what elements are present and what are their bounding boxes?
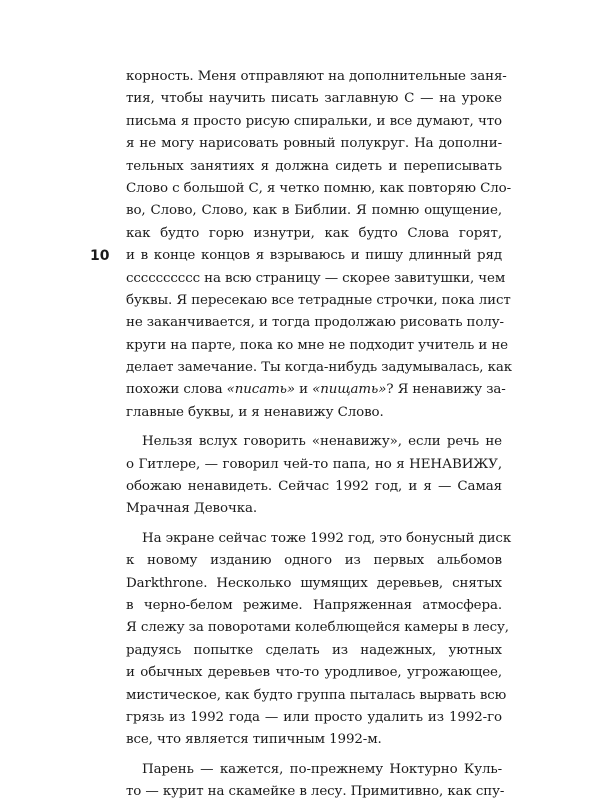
text-line: о Гитлере, — говорил чей-то папа, но я НЕНАВИЖУ, (126, 456, 502, 472)
paragraph (126, 431, 502, 521)
text-line: в черно-белом режиме. Напряженная атмосфера. (126, 597, 502, 613)
text-line: тия, чтобы научить писать заглавную С — на уроке (126, 91, 502, 107)
text-line: главные буквы, и я ненавижу Слово. (126, 404, 384, 420)
text-line: Darkthrone. Несколько шумящих деревьев, снятых (126, 575, 502, 591)
text-line: Слово с большой С, я четко помню, как повторяю Сло- (126, 180, 512, 196)
text-line: буквы. Я пересекаю все тетрадные строчки, пока лист (126, 292, 511, 308)
text-line: делает замечание. Ты когда-нибудь задумывалась, как (126, 360, 513, 376)
text-line: На экране сейчас тоже 1992 год, это бонусный диск (142, 530, 512, 546)
text-line: и в конце концов я взрываюсь и пишу длинный ряд (126, 248, 502, 264)
text-line: Мрачная Девочка. (126, 501, 258, 517)
italic-word: «писать» (226, 382, 295, 398)
paragraph (126, 759, 505, 804)
page-number: 10 (90, 248, 110, 264)
text-line: все, что является типичным 1992-м. (126, 732, 382, 748)
text-line: обожаю ненавидеть. Сейчас 1992 год, и я — Самая (126, 479, 502, 495)
text-line: то — курит на скамейке в лесу. Примитивно, как спу- (126, 784, 505, 800)
text-line: грязь из 1992 года — или просто удалить из 1992-го (126, 709, 502, 725)
text-line: я не могу нарисовать ровный полукруг. На дополни- (126, 136, 502, 152)
italic-word: «пищать» (312, 382, 387, 398)
text-line-italic-words: похожи слова «писать» и «пищать»? Я ненавижу за- (126, 382, 506, 398)
text-line: Нельзя вслух говорить «ненавижу», если речь не (142, 434, 502, 450)
text-line: тельных занятиях я должна сидеть и переписывать (126, 158, 502, 174)
body-text (126, 66, 513, 804)
text-line: не заканчивается, и тогда продолжаю рисовать полу- (126, 315, 504, 331)
text-line: корность. Меня отправляют на дополнительные заня- (126, 69, 507, 84)
text-line: радуясь попытке сделать из надежных, уютных (126, 642, 502, 658)
text-line: как будто горю изнутри, как будто Слова горят, (126, 225, 502, 241)
text-line: сссссссссс на всю страницу — скорее завитушки, чем (126, 270, 506, 286)
text-line: Парень — кажется, по-прежнему Ноктурно Куль- (142, 761, 502, 777)
paragraph (126, 66, 513, 424)
text-line: и обычных деревьев что-то уродливое, угрожающее, (126, 665, 502, 681)
text-line: Я слежу за поворотами колеблющейся камеры в лесу, (126, 620, 509, 636)
text-line: к новому изданию одного из первых альбомов (126, 553, 502, 569)
text-line: письма я просто рисую спиральки, и все думают, что (126, 113, 502, 129)
text-line: во, Слово, Слово, как в Библии. Я помню ощущение, (126, 203, 502, 219)
text-line: круги на парте, пока ко мне не подходит учитель и не (126, 337, 508, 353)
text-line: мистическое, как будто группа пыталась вырвать всю (126, 687, 507, 703)
paragraph (126, 528, 512, 752)
